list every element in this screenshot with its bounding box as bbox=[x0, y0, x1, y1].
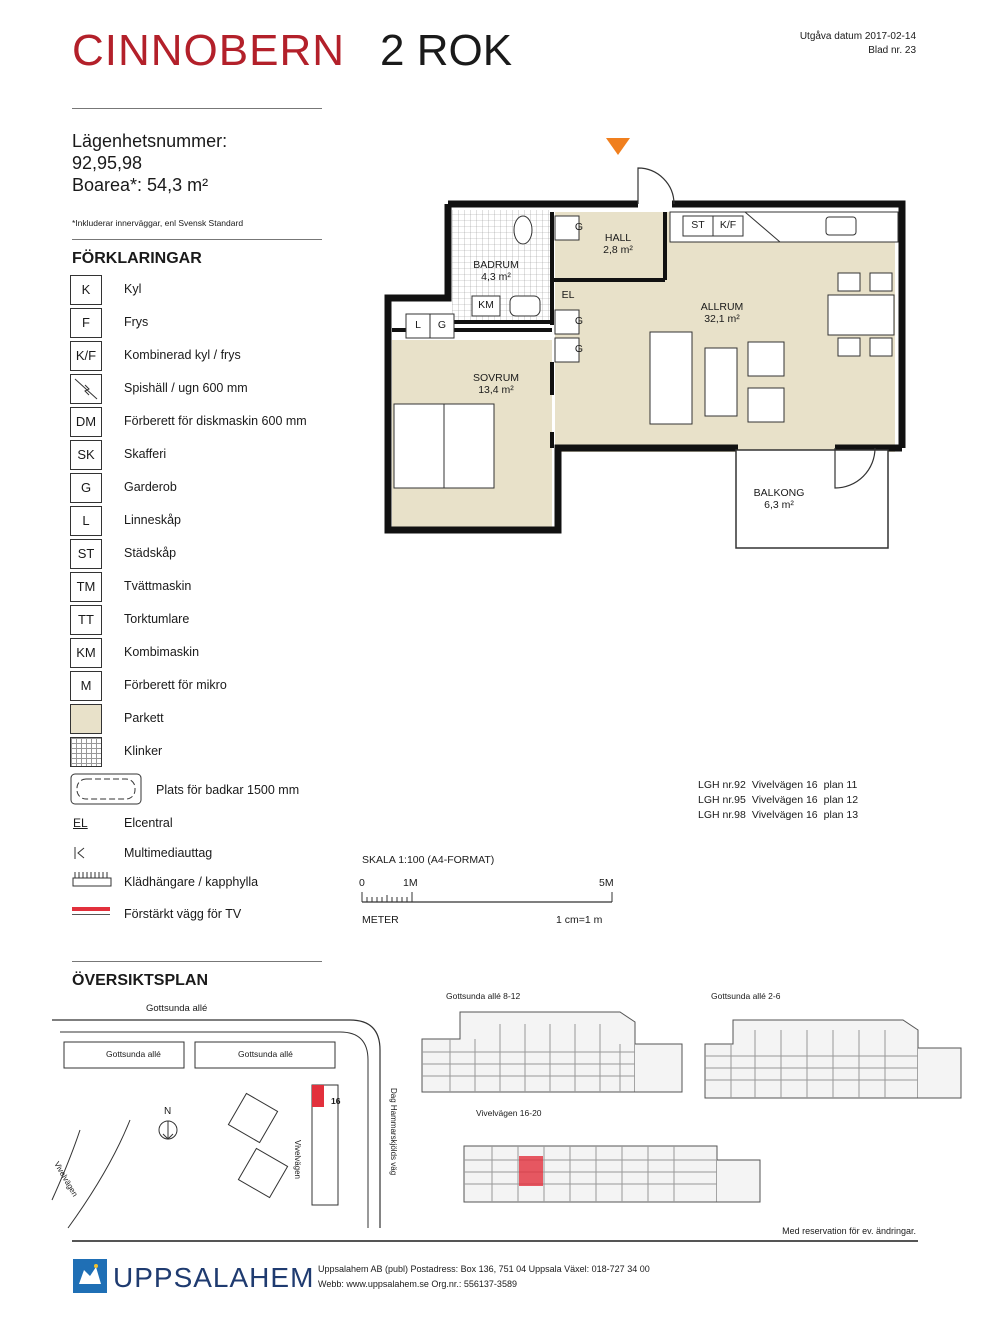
multimedia-outlet-icon bbox=[73, 846, 87, 865]
legend-label: Torktumlare bbox=[124, 612, 190, 626]
block-outline bbox=[705, 1020, 918, 1098]
street-label: Dag Hammarskjölds väg bbox=[389, 1088, 398, 1176]
legend-item bbox=[70, 308, 370, 341]
issue-date: Utgåva datum 2017-02-14 bbox=[799, 31, 916, 42]
legend-item bbox=[70, 473, 370, 506]
room-area: 13,4 m² bbox=[478, 384, 514, 396]
building-block-1 bbox=[420, 1004, 690, 1096]
unit-number: LGH nr.98 bbox=[698, 809, 746, 821]
room-balkong bbox=[744, 487, 814, 511]
legend-title: FÖRKLARINGAR bbox=[72, 250, 202, 267]
chair bbox=[870, 338, 892, 356]
label-st: ST bbox=[691, 219, 705, 231]
room-area: 4,3 m² bbox=[481, 271, 511, 283]
room-name: SOVRUM bbox=[472, 372, 520, 384]
scale-ratio: 1 cm=1 m bbox=[556, 914, 603, 926]
legend-item bbox=[70, 638, 370, 671]
street-label: Vivelvägen bbox=[52, 1160, 80, 1199]
legend-symbol: TT bbox=[70, 605, 102, 635]
building-block-3 bbox=[462, 1134, 766, 1206]
street-label: Gottsunda allé bbox=[146, 1003, 208, 1014]
label-g: G bbox=[574, 343, 584, 355]
room-name: HALL bbox=[604, 232, 632, 244]
apartment-numbers: 92,95,98 bbox=[72, 153, 143, 173]
armchair bbox=[748, 388, 784, 422]
legend-symbol: G bbox=[70, 473, 102, 503]
legend-symbol: F bbox=[70, 308, 102, 338]
street-label: Vivelvägen bbox=[293, 1140, 302, 1179]
scale-tick-5: 5M bbox=[599, 877, 614, 889]
stove-icon bbox=[70, 374, 102, 404]
legend-label: Skafferi bbox=[124, 447, 167, 461]
apartment-info bbox=[72, 130, 227, 196]
tv-wall-line bbox=[72, 914, 110, 915]
contact-line: Uppsalahem AB (publ) Postadress: Box 136, 751 04 Uppsala Växel: 018-727 34 00 bbox=[318, 1264, 650, 1274]
room-sovrum bbox=[466, 372, 526, 396]
divider bbox=[72, 108, 322, 109]
legend-label: Förstärkt vägg för TV bbox=[124, 907, 242, 921]
apartment-area: Boarea*: 54,3 m² bbox=[72, 175, 209, 195]
room-name: ALLRUM bbox=[700, 301, 744, 313]
apartment-number-label: Lägenhetsnummer: bbox=[72, 131, 228, 151]
legend-item bbox=[70, 671, 370, 704]
highlight-building bbox=[312, 1085, 324, 1107]
legend-symbol: K/F bbox=[70, 341, 102, 371]
legend-label: Elcentral bbox=[124, 816, 173, 830]
road-edge bbox=[68, 1120, 130, 1228]
bathtub-icon bbox=[70, 773, 144, 812]
legend-label: Spishäll / ugn 600 mm bbox=[124, 381, 248, 395]
property-name: CINNOBERN bbox=[72, 26, 346, 75]
room-name: BADRUM bbox=[473, 259, 519, 271]
sheet-number: Blad nr. 23 bbox=[868, 45, 916, 56]
building bbox=[238, 1148, 287, 1197]
legend-symbol: K bbox=[70, 275, 102, 305]
room-hall bbox=[590, 232, 646, 256]
clothes-hanger-icon bbox=[72, 870, 112, 893]
legend-symbol: ST bbox=[70, 539, 102, 569]
legend-symbol: KM bbox=[70, 638, 102, 668]
scale-unit: METER bbox=[362, 914, 399, 926]
scale-bar bbox=[360, 890, 616, 904]
entrance-door bbox=[638, 168, 674, 204]
uppsalahem-logo-icon bbox=[72, 1258, 108, 1294]
block-wing bbox=[635, 1044, 682, 1092]
overview-map bbox=[50, 1010, 410, 1230]
area-footnote: *Inkluderar innerväggar, enl Svensk Standard bbox=[72, 218, 244, 228]
legend-item bbox=[70, 275, 370, 308]
block-outline bbox=[464, 1146, 717, 1202]
unit-address: Vivelvägen 16 bbox=[751, 779, 818, 791]
klinker-swatch bbox=[70, 737, 102, 767]
room-badrum bbox=[466, 259, 526, 283]
chair bbox=[838, 273, 860, 291]
legend-item bbox=[70, 572, 370, 605]
room-area: 6,3 m² bbox=[764, 499, 794, 511]
chair bbox=[838, 338, 860, 356]
parkett-swatch bbox=[70, 704, 102, 734]
block-wing bbox=[918, 1048, 961, 1098]
legend-label: Städskåp bbox=[124, 546, 177, 560]
label-g: G bbox=[574, 315, 584, 327]
legend-item bbox=[70, 506, 370, 539]
room-area: 2,8 m² bbox=[603, 244, 633, 256]
tv-wall-icon bbox=[72, 907, 110, 911]
legend-label: Frys bbox=[124, 315, 149, 329]
room-name: BALKONG bbox=[753, 487, 805, 499]
document-meta bbox=[800, 30, 916, 58]
building bbox=[228, 1093, 277, 1142]
logo-text: UPPSALAHEM bbox=[113, 1262, 315, 1293]
legend-label: Linneskåp bbox=[124, 513, 181, 527]
unit-floor: plan 12 bbox=[823, 794, 859, 806]
unit-floor: plan 11 bbox=[823, 779, 858, 791]
legend-label: Förberett för mikro bbox=[124, 678, 227, 692]
legend-item bbox=[70, 704, 370, 737]
unit-row bbox=[698, 778, 864, 793]
divider bbox=[72, 961, 322, 962]
legend-symbol: DM bbox=[70, 407, 102, 437]
legend-label: Kombinerad kyl / frys bbox=[124, 348, 241, 362]
armchair bbox=[748, 342, 784, 376]
building-label: Gottsunda allé bbox=[106, 1049, 161, 1059]
unit-address: Vivelvägen 16 bbox=[751, 794, 818, 806]
label-g: G bbox=[574, 221, 584, 233]
legend-symbol: SK bbox=[70, 440, 102, 470]
reservation-note: Med reservation för ev. ändringar. bbox=[782, 1226, 916, 1236]
legend-symbol: L bbox=[70, 506, 102, 536]
block-label: Gottsunda allé 2-6 bbox=[711, 991, 781, 1001]
room-allrum bbox=[692, 301, 752, 325]
north-arrow-line bbox=[163, 1121, 173, 1139]
legend-symbol: M bbox=[70, 671, 102, 701]
overview-title: ÖVERSIKTSPLAN bbox=[72, 972, 209, 989]
unit-row bbox=[698, 793, 864, 808]
unit-floor: plan 13 bbox=[823, 809, 859, 821]
unit-number: LGH nr.95 bbox=[698, 794, 746, 806]
dining-table bbox=[828, 295, 894, 335]
floor-plan bbox=[380, 130, 920, 555]
label-kf: K/F bbox=[719, 219, 737, 231]
legend-item bbox=[70, 374, 370, 407]
legend-label: Garderob bbox=[124, 480, 177, 494]
label-g: G bbox=[437, 319, 447, 331]
legend-item bbox=[70, 737, 370, 770]
coffee-table bbox=[705, 348, 737, 416]
legend-label: Parkett bbox=[124, 711, 164, 725]
label-km: KM bbox=[478, 299, 494, 311]
contact-info bbox=[318, 1262, 650, 1292]
legend-label: Förberett för diskmaskin 600 mm bbox=[124, 414, 307, 428]
legend-item bbox=[70, 605, 370, 638]
chair bbox=[870, 273, 892, 291]
building-block-2 bbox=[703, 1014, 965, 1102]
highlight-unit bbox=[519, 1156, 543, 1186]
legend bbox=[70, 275, 370, 770]
legend-symbol: TM bbox=[70, 572, 102, 602]
scale-tick-0: 0 bbox=[359, 877, 365, 889]
toilet-icon bbox=[514, 216, 532, 244]
legend-label: Plats för badkar 1500 mm bbox=[156, 783, 300, 797]
block-wing bbox=[717, 1160, 760, 1202]
footer-divider bbox=[72, 1240, 918, 1242]
legend-item bbox=[70, 341, 370, 374]
building-label: Gottsunda allé bbox=[238, 1049, 293, 1059]
block-label: Vivelvägen 16-20 bbox=[476, 1108, 542, 1118]
legend-label: Klädhängare / kapphylla bbox=[124, 875, 259, 889]
house-number: 16 bbox=[331, 1096, 341, 1106]
unit-number: LGH nr.92 bbox=[698, 779, 746, 791]
label-el: EL bbox=[561, 289, 575, 301]
legend-label: Tvättmaskin bbox=[124, 579, 192, 593]
legend-label: Multimediauttag bbox=[124, 846, 213, 860]
scale-tick-1: 1M bbox=[403, 877, 418, 889]
unit-address: Vivelvägen 16 bbox=[751, 809, 818, 821]
room-area: 32,1 m² bbox=[704, 313, 740, 325]
legend-item bbox=[70, 539, 370, 572]
legend-label: Kombimaskin bbox=[124, 645, 200, 659]
legend-item bbox=[70, 407, 370, 440]
legend-item bbox=[70, 440, 370, 473]
elcentral-symbol: EL bbox=[73, 816, 88, 830]
entry-arrow-icon bbox=[606, 138, 630, 155]
legend-label: Klinker bbox=[124, 744, 163, 758]
unit-row bbox=[698, 808, 864, 823]
north-label: N bbox=[164, 1106, 172, 1117]
divider bbox=[72, 239, 322, 240]
label-l: L bbox=[415, 319, 421, 331]
block-label: Gottsunda allé 8-12 bbox=[446, 991, 521, 1001]
contact-line: Webb: www.uppsalahem.se Org.nr.: 556137-3589 bbox=[318, 1279, 517, 1289]
apartment-type: 2 ROK bbox=[380, 26, 513, 75]
unit-list bbox=[698, 778, 864, 823]
washbasin-icon bbox=[510, 296, 540, 316]
scale-title: SKALA 1:100 (A4-FORMAT) bbox=[362, 854, 495, 866]
sofa bbox=[650, 332, 692, 424]
legend-label: Kyl bbox=[124, 282, 142, 296]
